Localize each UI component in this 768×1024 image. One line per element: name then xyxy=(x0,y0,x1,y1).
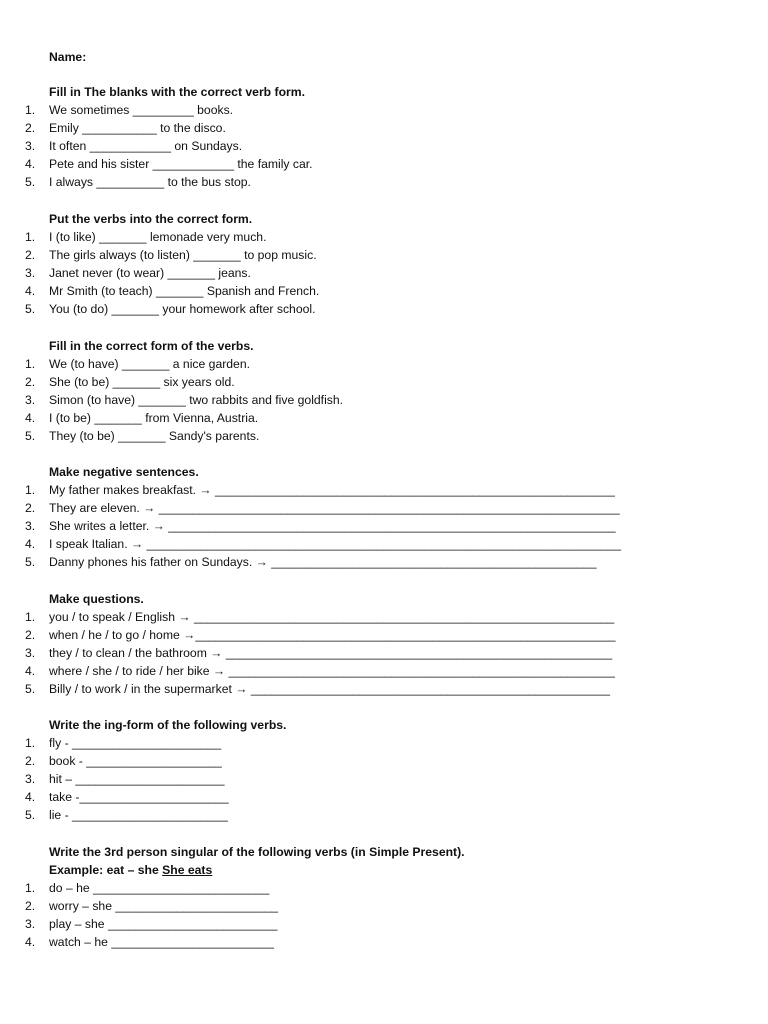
item-text: It often ____________ on Sundays. xyxy=(49,139,243,154)
item-text: Simon (to have) _______ two rabbits and five goldfish. xyxy=(49,393,344,408)
item-number: 2. xyxy=(25,121,36,136)
item-number: 1. xyxy=(25,736,36,750)
item-text: where / she / to ride / her bike → _________________________________________________________ xyxy=(49,664,615,679)
section-ing-form xyxy=(0,716,740,824)
exercise-item xyxy=(0,427,740,445)
exercise-item xyxy=(0,680,740,698)
item-text: I (to like) _______ lemonade very much. xyxy=(49,230,267,244)
item-number: 3. xyxy=(25,393,36,408)
exercise-item xyxy=(0,373,740,391)
exercise-item xyxy=(0,553,740,571)
item-number: 4. xyxy=(25,157,36,172)
item-number: 1. xyxy=(25,483,36,497)
item-text: they / to clean / the bathroom → _________________________________________________________ xyxy=(49,646,613,661)
name-label: Name: xyxy=(49,50,87,64)
item-text: worry – she ________________________ xyxy=(49,899,279,914)
item-number: 4. xyxy=(25,411,36,426)
exercise-item xyxy=(0,770,740,788)
exercise-item xyxy=(0,535,740,553)
item-text: You (to do) _______ your homework after school. xyxy=(49,302,316,317)
item-number: 5. xyxy=(25,555,36,570)
item-text: play – she _________________________ xyxy=(49,917,278,932)
section-verb-forms xyxy=(0,337,740,445)
exercise-item xyxy=(0,662,740,680)
item-text: Billy / to work / in the supermarket → _____________________________________________________ xyxy=(49,682,611,697)
item-text: I (to be) _______ from Vienna, Austria. xyxy=(49,411,259,426)
item-number: 3. xyxy=(25,917,36,932)
section-heading: Fill in The blanks with the correct verb form. xyxy=(49,85,305,99)
section-make-questions xyxy=(0,590,740,698)
item-number: 3. xyxy=(25,772,36,787)
item-number: 1. xyxy=(25,357,36,371)
item-number: 5. xyxy=(25,302,36,317)
item-number: 1. xyxy=(25,230,36,244)
section-fill-in-blanks xyxy=(0,83,740,191)
item-text: Janet never (to wear) _______ jeans. xyxy=(49,266,251,281)
exercise-item xyxy=(0,119,740,137)
exercise-item xyxy=(0,788,740,806)
exercise-item xyxy=(0,355,740,373)
item-number: 1. xyxy=(25,881,36,895)
example-prefix: Example: eat – she xyxy=(49,863,163,877)
item-number: 2. xyxy=(25,501,36,516)
item-number: 3. xyxy=(25,646,36,661)
section-third-person xyxy=(0,843,740,951)
exercise-item xyxy=(0,481,740,499)
item-number: 2. xyxy=(25,899,36,914)
item-text: Pete and his sister ____________ the family car. xyxy=(49,157,313,172)
item-number: 4. xyxy=(25,284,36,299)
section-heading: Put the verbs into the correct form. xyxy=(49,212,253,226)
item-text: I always __________ to the bus stop. xyxy=(49,175,251,190)
exercise-item xyxy=(0,626,740,644)
exercise-item xyxy=(0,391,740,409)
item-text: Danny phones his father on Sundays. → ________________________________________________ xyxy=(49,555,597,570)
section-correct-form xyxy=(0,210,740,318)
section-heading: Make negative sentences. xyxy=(49,465,199,479)
item-text: watch – he ________________________ xyxy=(49,935,275,950)
item-text: I speak Italian. → ______________________________________________________________________ xyxy=(49,537,622,552)
item-text: do – he __________________________ xyxy=(49,881,270,895)
item-text: We sometimes _________ books. xyxy=(49,103,234,117)
item-number: 2. xyxy=(25,754,36,769)
exercise-item xyxy=(0,300,740,318)
item-number: 4. xyxy=(25,790,36,805)
item-text: book - ____________________ xyxy=(49,754,222,769)
section-heading: Make questions. xyxy=(49,592,144,606)
item-text: lie - _______________________ xyxy=(49,808,228,823)
section-heading: Fill in the correct form of the verbs. xyxy=(49,339,254,353)
item-text: She (to be) _______ six years old. xyxy=(49,375,235,390)
item-text: Emily ___________ to the disco. xyxy=(49,121,226,136)
exercise-item xyxy=(0,897,740,915)
exercise-item xyxy=(0,409,740,427)
exercise-item xyxy=(0,734,740,752)
exercise-item xyxy=(0,915,740,933)
item-text: They (to be) _______ Sandy's parents. xyxy=(49,429,260,444)
item-text: Mr Smith (to teach) _______ Spanish and French. xyxy=(49,284,320,299)
item-number: 2. xyxy=(25,628,36,643)
exercise-item xyxy=(0,517,740,535)
item-text: My father makes breakfast. → ___________________________________________________________ xyxy=(49,483,615,497)
item-number: 4. xyxy=(25,935,36,950)
item-number: 2. xyxy=(25,248,36,263)
exercise-item xyxy=(0,282,740,300)
exercise-item xyxy=(0,173,740,191)
item-number: 3. xyxy=(25,139,36,154)
exercise-item xyxy=(0,228,740,246)
item-number: 4. xyxy=(25,664,36,679)
exercise-item xyxy=(0,806,740,824)
exercise-item xyxy=(0,246,740,264)
item-text: She writes a letter. → __________________________________________________________________ xyxy=(49,519,616,534)
section-heading: Write the 3rd person singular of the following verbs (in Simple Present). xyxy=(49,845,465,859)
section-negative-sentences xyxy=(0,463,740,571)
item-number: 5. xyxy=(25,429,36,444)
exercise-item xyxy=(0,608,740,626)
exercise-item xyxy=(0,644,740,662)
exercise-item xyxy=(0,752,740,770)
item-number: 3. xyxy=(25,519,36,534)
exercise-item xyxy=(0,933,740,951)
exercise-item xyxy=(0,155,740,173)
item-number: 5. xyxy=(25,682,36,697)
example-answer: She eats xyxy=(162,863,213,877)
item-number: 5. xyxy=(25,175,36,190)
item-number: 1. xyxy=(25,610,36,624)
exercise-item xyxy=(0,101,740,119)
item-number: 3. xyxy=(25,266,36,281)
item-text: when / he / to go / home →______________________________________________________________ xyxy=(49,628,616,643)
item-text: take -______________________ xyxy=(49,790,229,805)
item-text: hit – ______________________ xyxy=(49,772,225,787)
exercise-item xyxy=(0,879,740,897)
item-text: They are eleven. → ____________________________________________________________________ xyxy=(49,501,620,516)
exercise-item xyxy=(0,137,740,155)
item-text: The girls always (to listen) _______ to pop music. xyxy=(49,248,317,263)
exercise-item xyxy=(0,264,740,282)
section-heading: Write the ing-form of the following verbs. xyxy=(49,718,287,732)
item-number: 5. xyxy=(25,808,36,823)
exercise-item xyxy=(0,499,740,517)
item-number: 1. xyxy=(25,103,36,117)
item-number: 2. xyxy=(25,375,36,390)
item-text: you / to speak / English → ______________________________________________________________ xyxy=(49,610,615,624)
item-number: 4. xyxy=(25,537,36,552)
item-text: fly - ______________________ xyxy=(49,736,222,750)
example-line xyxy=(49,861,740,879)
item-text: We (to have) _______ a nice garden. xyxy=(49,357,251,371)
